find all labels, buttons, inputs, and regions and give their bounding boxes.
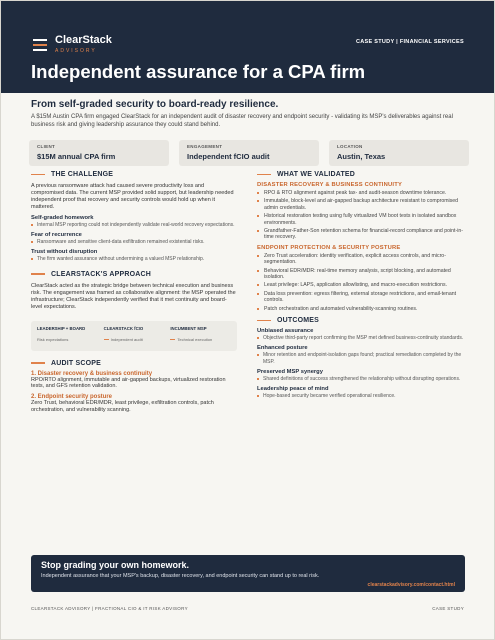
diagram-column-desc xyxy=(170,337,231,342)
fact-value: $15M annual CPA firm xyxy=(37,152,116,161)
diagram-desc-text: Independent audit xyxy=(110,336,143,342)
category-tag: CASE STUDY | FINANCIAL SERVICES xyxy=(355,39,464,45)
section-title: OUTCOMES xyxy=(277,317,320,325)
challenge-text: A previous ransomware attack had caused severe productivity loss and compromised data. The current MSP provided solid support, but leadership needed independent proof that recovery and security controls would hold up when it mattered. xyxy=(31,183,234,210)
diagram-desc-text: Risk expectations xyxy=(37,336,69,342)
subheading: From self-graded security to board-ready resilience. xyxy=(31,99,279,110)
cta-text: Independent assurance that your MSP's backup, disaster recovery, and endpoint security can stand up to real risk. xyxy=(41,573,320,579)
diagram-column-desc xyxy=(104,337,165,342)
outcome-title: Unbiased assurance xyxy=(257,328,314,335)
brand-subtitle: ADVISORY xyxy=(55,48,97,54)
arrow-tick-icon xyxy=(104,339,109,340)
validated-item: Grandfather-Father-Son retention schema for financial-record compliance and point-in-time recovery. xyxy=(257,228,469,241)
footer-right: CASE STUDY xyxy=(432,606,464,611)
validated-item: Patch orchestration and automated vulnerability-scanning routines. xyxy=(257,306,469,312)
section-title: THE CHALLENGE xyxy=(51,171,114,178)
challenge-heading xyxy=(31,171,237,178)
challenge-item-desc: Ransomware and sensitive client-data exfiltration remained existential risks. xyxy=(31,239,237,245)
outcomes-heading xyxy=(257,317,469,324)
outcome-title: Leadership peace of mind xyxy=(257,385,329,392)
diagram-desc-text: Technical execution xyxy=(177,336,213,342)
outcome-desc: Minor retention and endpoint-isolation gaps found; practical remediation completed by the MSP. xyxy=(257,352,469,364)
validated-item: RPO & RTO alignment against peak tax- and audit-season downtime tolerance. xyxy=(257,190,469,196)
fact-cards xyxy=(29,140,469,166)
logo xyxy=(33,35,112,54)
approach-heading xyxy=(31,271,237,278)
outcome-desc: Shared definitions of success strengthened the relationship without disrupting operations. xyxy=(257,376,469,382)
challenge-item-title: Self-graded homework xyxy=(31,215,94,221)
cta-title: Stop grading your own homework. xyxy=(41,560,190,570)
section-title: WHAT WE VALIDATED xyxy=(277,171,356,178)
section-title: AUDIT SCOPE xyxy=(51,359,102,367)
hero-banner xyxy=(1,1,494,93)
intro-paragraph: A $15M Austin CPA firm engaged ClearStack for an independent audit of disaster recovery and endpoint security - validating its MSP's deliverables against real business risk and giving leadership assurance they could stand behind. xyxy=(31,114,453,128)
brand-name: ClearStack xyxy=(55,34,112,46)
scope-item-title: 2. Endpoint security posture xyxy=(31,394,113,401)
validated-item: Zero Trust acceleration: identity verification, explicit access controls, and micro-segmentation. xyxy=(257,253,469,266)
left-column xyxy=(31,171,237,414)
diagram-column xyxy=(170,326,231,346)
footer-left: CLEARSTACK ADVISORY | FRACTIONAL CIO & IT RISK ADVISORY xyxy=(31,606,188,611)
accent-bar xyxy=(31,174,45,176)
validated-heading xyxy=(257,171,469,178)
outcome-desc: Objective third-party report confirming the MSP met defined business-continuity standards. xyxy=(257,335,469,341)
validated-item: Historical restoration testing using fully virtualized VM boot tests in isolated sandbox environments. xyxy=(257,213,469,226)
scope-item-desc: RPO/RTO alignment, immutable and air-gapped backups, virtualized restoration tests, and GFS retention validation. xyxy=(31,376,226,390)
accent-bar xyxy=(31,362,45,364)
section-title: CLEARSTACK'S APPROACH xyxy=(51,270,151,278)
approach-text: ClearStack acted as the strategic bridge between technical execution and business risk. The engagement was framed as collaborative alignment: the MSP operated the infrastructure; ClearStack independently verified that it met continuity and board-level expectations. xyxy=(31,282,236,310)
fact-value: Austin, Texas xyxy=(337,152,386,161)
outcome-desc: Hope-based security became verified operational resilience. xyxy=(257,393,469,399)
accent-bar xyxy=(257,320,271,322)
diagram-column-title: INCUMBENT MSP xyxy=(170,325,207,331)
page-title: Independent assurance for a CPA firm xyxy=(31,61,366,82)
validated-item: Immutable, block-level and air-gapped backup architecture resistant to compromised admin credentials. xyxy=(257,198,469,211)
accent-bar xyxy=(31,273,45,275)
contact-link[interactable]: clearstackadvisory.com/contact.html xyxy=(367,582,455,588)
accent-bar xyxy=(257,174,271,176)
fact-label: ENGAGEMENT xyxy=(187,144,223,149)
challenge-item-title: Fear of recurrence xyxy=(31,232,82,239)
challenge-item-desc: The firm wanted assurance without undermining a valued MSP relationship. xyxy=(31,256,237,262)
diagram-column-title: LEADERSHIP + BOARD xyxy=(37,325,86,331)
outcome-title: Enhanced posture xyxy=(257,345,308,352)
validated-group-title: DISASTER RECOVERY & BUSINESS CONTINUITY xyxy=(257,182,403,188)
challenge-item-desc: Internal MSP reporting could not independently validate real-world recovery expectations. xyxy=(31,222,237,228)
right-column xyxy=(257,171,469,399)
validated-group-title: ENDPOINT PROTECTION & SECURITY POSTURE xyxy=(257,244,401,251)
outcome-title: Preserved MSP synergy xyxy=(257,368,323,375)
validated-item: Behavioral EDR/MDR: real-time memory analysis, script blocking, and automated isolation. xyxy=(257,268,469,281)
fact-value: Independent fCIO audit xyxy=(187,152,270,161)
fact-card-client xyxy=(29,140,169,166)
scope-heading xyxy=(31,360,237,367)
arrow-tick-icon xyxy=(170,339,175,340)
diagram-column-desc xyxy=(37,337,98,342)
validated-item: Data loss prevention: egress filtering, external storage restrictions, and email-tenant controls. xyxy=(257,291,469,304)
fact-card-engagement xyxy=(179,140,319,166)
diagram-column xyxy=(104,326,165,346)
validated-item: Least privilege: LAPS, application allowlisting, and macro-execution restrictions. xyxy=(257,282,469,288)
challenge-item-title: Trust without disruption xyxy=(31,249,98,256)
stack-logo-icon xyxy=(33,39,47,51)
cta-banner xyxy=(31,555,465,592)
fact-label: CLIENT xyxy=(37,144,56,149)
scope-item-title: 1. Disaster recovery & business continuity xyxy=(31,370,153,377)
fact-card-location xyxy=(329,140,469,166)
fact-label: LOCATION xyxy=(337,144,363,149)
approach-diagram xyxy=(31,321,237,351)
diagram-column-title: CLEARSTACK fCIO xyxy=(103,325,144,331)
diagram-column xyxy=(37,326,98,346)
scope-item-desc: Zero Trust, behavioral EDR/MDR, least privilege, exfiltration controls, patch orchestration, and vulnerability scanning. xyxy=(31,400,214,413)
